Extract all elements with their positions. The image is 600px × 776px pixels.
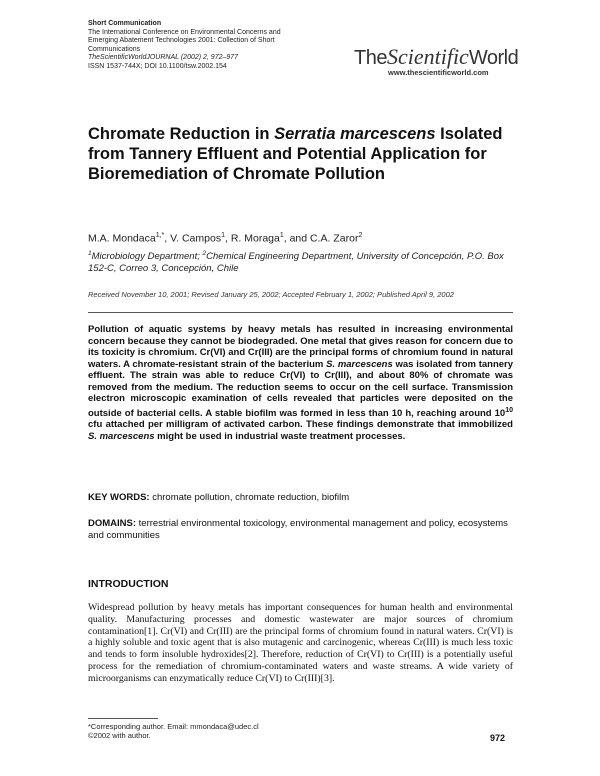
page-number: 972 xyxy=(490,733,506,743)
article-title xyxy=(88,124,518,184)
domains xyxy=(88,518,513,542)
journal-header xyxy=(88,20,338,72)
author-2: , V. Campos xyxy=(164,232,222,245)
footnote xyxy=(88,722,259,740)
abstract-exponent: 10 xyxy=(505,406,513,414)
abstract-part-1: Pollution of aquatic systems by heavy metals has resulted in increasing environmental concern because they cannot be biodegraded. One metal that gives reason for concern due to its toxicity is chromium. Cr(VI) and Cr(III) are the principal forms of chromium found in natural waters. A chromate-resistant strain of the bacterium xyxy=(88,324,513,370)
abstract-part-4: might be used in industrial waste treatment processes. xyxy=(154,430,406,442)
author-list xyxy=(88,232,362,245)
author-4: , and C.A. Zaror xyxy=(283,232,359,245)
publication-dates: Received November 10, 2001; Revised January 25, 2002; Accepted February 1, 2002; Published April 9, 2002 xyxy=(88,290,454,299)
publisher-logo xyxy=(354,44,519,77)
logo-scientific: Scientific xyxy=(386,44,469,69)
title-species: Serratia marcescens xyxy=(274,125,436,143)
author-1: M.A. Mondaca xyxy=(88,232,156,245)
keywords xyxy=(88,492,513,503)
issn-doi: ISSN 1537-744X; DOI 10.1100/tsw.2002.154 xyxy=(88,62,227,70)
affil-sup-1: 1 xyxy=(88,250,92,257)
title-part-2: Isolated from Tannery Effluent and Potential Application for Bioremediation of Chromate Pollution xyxy=(88,125,503,183)
abstract-species-1: S. marcescens xyxy=(326,358,393,370)
copyright: ©2002 with author. xyxy=(88,731,151,740)
header-divider xyxy=(88,312,513,313)
author-1-sup: 1,* xyxy=(155,232,165,239)
logo-url: www.thescientificworld.com xyxy=(388,68,489,77)
author-4-sup: 2 xyxy=(358,232,363,239)
logo-world: World xyxy=(468,47,519,69)
keywords-text: chromate pollution, chromate reduction, biofilm xyxy=(149,492,350,503)
author-2-sup: 1 xyxy=(221,232,225,239)
affiliation xyxy=(88,248,508,275)
title-part-1: Chromate Reduction in xyxy=(88,125,275,143)
author-3: , R. Moraga xyxy=(224,232,280,245)
conference-line-2: Emerging Abatement Technologies 2001: Collection of Short xyxy=(88,37,275,45)
domains-text: terrestrial environmental toxicology, environmental management and policy, ecosystems and communities xyxy=(88,518,508,541)
conference-line-1: The International Conference on Environmental Concerns and xyxy=(88,28,281,36)
journal-citation: TheScientificWorldJOURNAL (2002) 2, 972–977 xyxy=(88,54,239,62)
affil-text-1: Microbiology Department; xyxy=(91,251,203,263)
abstract xyxy=(88,324,513,442)
introduction-heading: INTRODUCTION xyxy=(88,578,169,590)
abstract-species-2: S. marcescens xyxy=(88,430,155,442)
abstract-part-2: was isolated from tannery effluent. The strain was able to reduce Cr(VI) to Cr(III), and about 80% of chromate was removed from the medium. The reduction seems to occur on the cell surface. Transmission electron microscopic examination of cells revealed that particles were deposited on the outside of bacterial cells. A stable biofilm was formed in less than 10 h, reaching around 10 xyxy=(88,358,514,419)
affil-text-2: Chemical Engineering Department, University of Concepción, P.O. Box 152-C, Correo 3, Concepción, Chile xyxy=(88,251,504,275)
corresponding-author: *Corresponding author. Email: mmondaca@udec.cl xyxy=(88,722,259,731)
article-type: Short Communication xyxy=(88,20,162,27)
introduction-body: Widespread pollution by heavy metals has important consequences for human health and environmental quality. Manufacturing processes and domestic wastewater are major sources of chromium contamination[1]. Cr(VI) and Cr(III) are the principal forms of chromium found in natural waters. Cr(VI) is a highly soluble and toxic agent that is also mutagenic and carcinogenic, whereas Cr(III) is much less toxic and tends to form insoluble hydroxides[2]. Therefore, reduction of Cr(VI) to Cr(III) is a potentially useful process for the remediation of chromium-contaminated waters and waste streams. A wide variety of microorganisms can enzymatically reduce Cr(VI) to Cr(III)[3]. xyxy=(88,602,513,684)
keywords-label: KEY WORDS: xyxy=(88,492,150,503)
footnote-divider xyxy=(88,718,158,719)
abstract-part-3: cfu attached per milligram of activated carbon. These findings demonstrate that immobilized xyxy=(88,419,513,431)
affil-sup-2: 2 xyxy=(202,250,207,257)
logo-the: The xyxy=(354,47,387,69)
author-3-sup: 1 xyxy=(279,232,284,239)
conference-line-3: Communications xyxy=(88,45,141,53)
domains-label: DOMAINS: xyxy=(88,518,137,529)
